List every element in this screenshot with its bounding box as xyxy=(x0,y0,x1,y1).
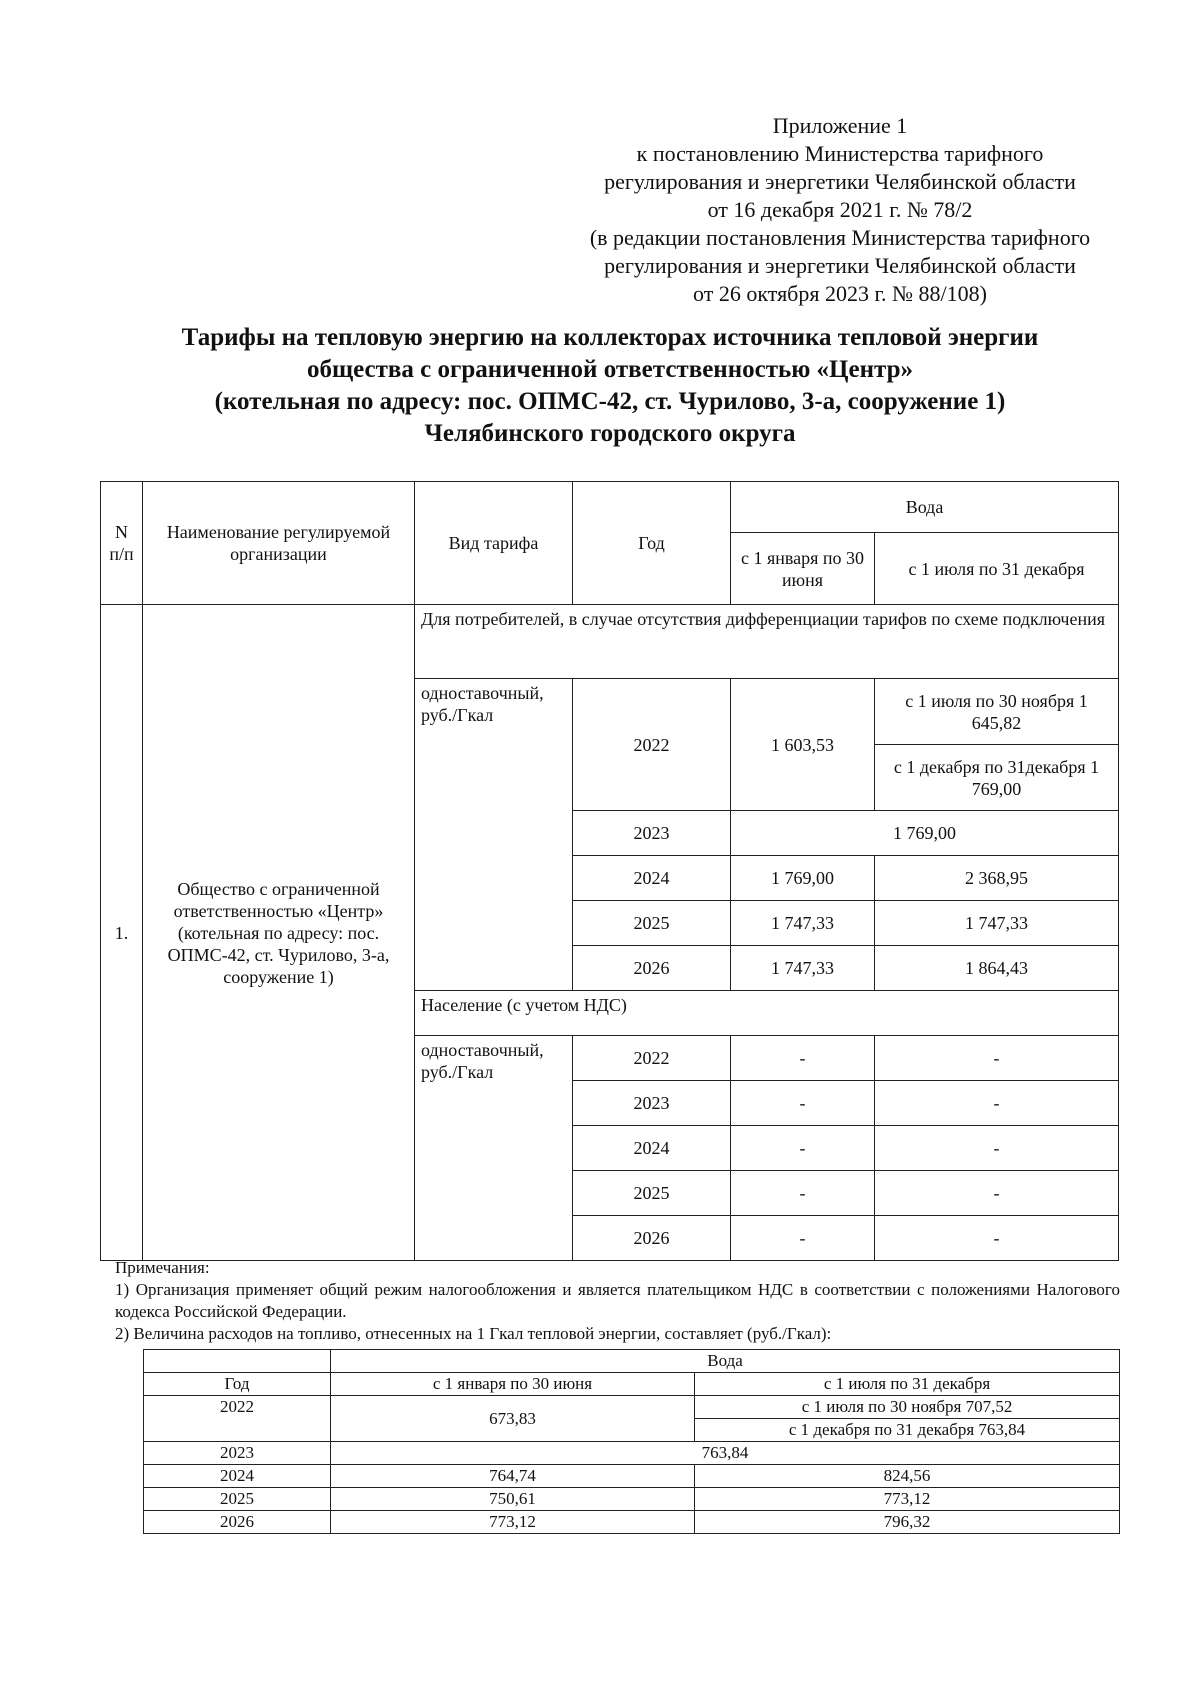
value-h2: 1 747,33 xyxy=(875,901,1119,946)
year-cell: 2023 xyxy=(573,811,731,856)
title-line: Тарифы на тепловую энергию на коллекторах источника тепловой энергии xyxy=(181,324,1039,351)
section-consumers-label: Для потребителей, в случае отсутствия дифференциации тарифов по схеме подключения xyxy=(415,605,1119,679)
fuel-header-corner xyxy=(144,1350,331,1373)
title-line: (котельная по адресу: пос. ОПМС-42, ст. Чурилово, 3-а, сооружение 1) xyxy=(214,388,1006,415)
appendix-header xyxy=(545,112,1135,308)
fuel-header-year: Год xyxy=(144,1373,331,1396)
fuel-value-h1: 773,12 xyxy=(331,1511,695,1534)
value-h2: 2 368,95 xyxy=(875,856,1119,901)
fuel-cost-table xyxy=(143,1349,1120,1534)
fuel-value-h2: 824,56 xyxy=(695,1465,1120,1488)
notes-section xyxy=(115,1257,1120,1345)
year-cell: 2022 xyxy=(573,1036,731,1081)
year-cell: 2026 xyxy=(573,946,731,991)
value-h2: - xyxy=(875,1216,1119,1261)
document-title xyxy=(60,322,1160,450)
fuel-year-cell: 2022 xyxy=(144,1396,331,1442)
header-num: N п/п xyxy=(101,482,143,605)
year-cell: 2024 xyxy=(573,856,731,901)
year-cell: 2023 xyxy=(573,1081,731,1126)
notes-title: Примечания: xyxy=(115,1258,210,1277)
value-h1: - xyxy=(731,1216,875,1261)
appendix-line: Приложение 1 xyxy=(772,113,908,138)
appendix-line: от 16 декабря 2021 г. № 78/2 xyxy=(707,197,973,222)
fuel-header-h2: с 1 июля по 31 декабря xyxy=(695,1373,1120,1396)
header-h2: с 1 июля по 31 декабря xyxy=(875,533,1119,605)
tariff-table xyxy=(100,481,1119,1261)
fuel-value-h2: 773,12 xyxy=(695,1488,1120,1511)
value-h2: - xyxy=(875,1036,1119,1081)
header-water: Вода xyxy=(731,482,1119,533)
fuel-year-cell: 2023 xyxy=(144,1442,331,1465)
header-org: Наименование регулируемой организации xyxy=(143,482,415,605)
year-cell: 2024 xyxy=(573,1126,731,1171)
tariff-type-cell: одноставочный, руб./Гкал xyxy=(415,679,573,991)
row-number: 1. xyxy=(101,605,143,1261)
value-h2: - xyxy=(875,1081,1119,1126)
year-cell: 2025 xyxy=(573,1171,731,1216)
fuel-value-h2-sub: с 1 декабря по 31 декабря 763,84 xyxy=(695,1419,1120,1442)
fuel-value-h1: 673,83 xyxy=(331,1396,695,1442)
fuel-header-h1: с 1 января по 30 июня xyxy=(331,1373,695,1396)
appendix-line: от 26 октября 2023 г. № 88/108) xyxy=(693,281,987,306)
header-year: Год xyxy=(573,482,731,605)
value-h1: - xyxy=(731,1036,875,1081)
value-h1: 1 769,00 xyxy=(731,856,875,901)
appendix-line: регулирования и энергетики Челябинской области xyxy=(604,253,1076,278)
appendix-line: (в редакции постановления Министерства тарифного xyxy=(589,225,1091,250)
fuel-year-cell: 2024 xyxy=(144,1465,331,1488)
fuel-header-water: Вода xyxy=(331,1350,1120,1373)
value-h1: 1 747,33 xyxy=(731,946,875,991)
value-h1: - xyxy=(731,1171,875,1216)
organization-name: Общество с ограниченной ответственностью «Центр» (котельная по адресу: пос. ОПМС-42, ст. Чурилово, 3-а, сооружение 1) xyxy=(143,605,415,1261)
title-line: общества с ограниченной ответственностью «Центр» xyxy=(306,356,913,383)
title-line: Челябинского городского округа xyxy=(424,420,796,447)
year-cell: 2026 xyxy=(573,1216,731,1261)
note-2: 2) Величина расходов на топливо, отнесенных на 1 Гкал тепловой энергии, составляет (руб./Гкал): xyxy=(115,1324,832,1343)
tariff-type-cell: одноставочный, руб./Гкал xyxy=(415,1036,573,1261)
fuel-value-h1: 764,74 xyxy=(331,1465,695,1488)
value-full-year: 1 769,00 xyxy=(731,811,1119,856)
header-h1: с 1 января по 30 июня xyxy=(731,533,875,605)
value-h1: 1 603,53 xyxy=(731,679,875,811)
appendix-line: к постановлению Министерства тарифного xyxy=(636,141,1044,166)
section-population-label: Население (с учетом НДС) xyxy=(415,991,1119,1036)
value-h2-sub: с 1 декабря по 31декабря 1 769,00 xyxy=(875,745,1119,811)
value-h2-sub: с 1 июля по 30 ноября 1 645,82 xyxy=(875,679,1119,745)
value-h1: 1 747,33 xyxy=(731,901,875,946)
appendix-line: регулирования и энергетики Челябинской области xyxy=(604,169,1076,194)
fuel-value-h2: 796,32 xyxy=(695,1511,1120,1534)
fuel-value-full-year: 763,84 xyxy=(331,1442,1120,1465)
fuel-year-cell: 2026 xyxy=(144,1511,331,1534)
fuel-year-cell: 2025 xyxy=(144,1488,331,1511)
note-1: 1) Организация применяет общий режим налогообложения и является плательщиком НДС в соответствии с положениями Налогового кодекса Российской Федерации. xyxy=(115,1280,1120,1321)
value-h1: - xyxy=(731,1081,875,1126)
value-h2: 1 864,43 xyxy=(875,946,1119,991)
value-h2: - xyxy=(875,1171,1119,1216)
year-cell: 2025 xyxy=(573,901,731,946)
header-tariff-type: Вид тарифа xyxy=(415,482,573,605)
value-h1: - xyxy=(731,1126,875,1171)
fuel-value-h2-sub: с 1 июля по 30 ноября 707,52 xyxy=(695,1396,1120,1419)
value-h2: - xyxy=(875,1126,1119,1171)
year-cell: 2022 xyxy=(573,679,731,811)
fuel-value-h1: 750,61 xyxy=(331,1488,695,1511)
